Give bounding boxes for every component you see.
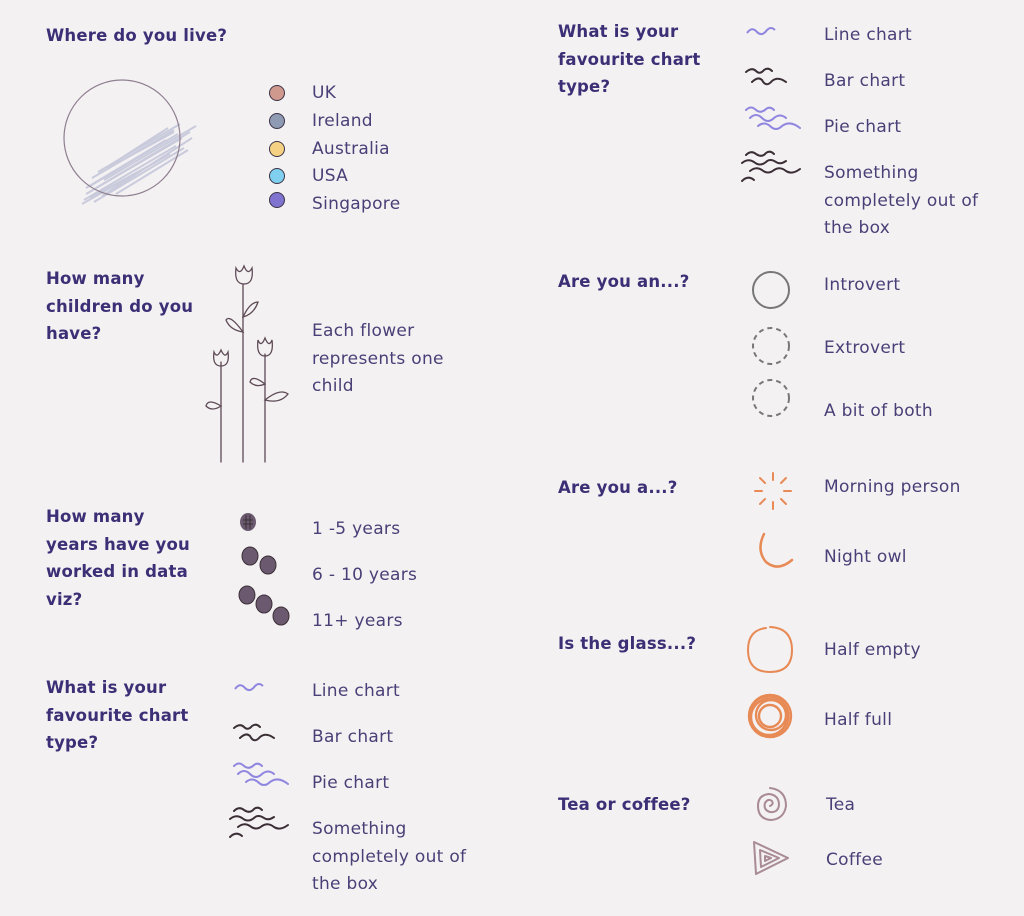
question-drink: Tea or coffee? xyxy=(558,795,691,814)
globe-sketch-icon xyxy=(56,76,206,216)
double-zigzag-icon xyxy=(232,722,276,748)
question-where-live: Where do you live? xyxy=(46,26,228,45)
double-zigzag-icon xyxy=(744,66,788,92)
question-years: How many years have you worked in data viz? xyxy=(46,507,190,609)
chart-right-label-line: Line chart xyxy=(824,25,913,45)
time-label-morning: Morning person xyxy=(824,477,961,497)
legend-dot-australia xyxy=(269,141,285,157)
personality-label-introvert: Introvert xyxy=(824,275,901,295)
dashed-circle-icon xyxy=(750,326,792,366)
legend-dot-uk xyxy=(269,85,285,101)
two-seeds-icon xyxy=(240,545,280,577)
legend-label-uk: UK xyxy=(312,83,337,103)
question-time: Are you a...? xyxy=(558,478,678,497)
glass-label-full: Half full xyxy=(824,710,893,730)
time-label-night: Night owl xyxy=(824,547,907,567)
triple-wave-icon xyxy=(744,104,804,136)
three-seeds-icon xyxy=(237,584,291,630)
single-wave-icon xyxy=(745,24,777,38)
single-wave-icon xyxy=(233,680,265,694)
flower-icon xyxy=(200,262,300,466)
triple-wave-icon xyxy=(232,760,292,792)
chart-left-label-bar: Bar chart xyxy=(312,727,394,747)
chart-left-label-other: Something completely out of the box xyxy=(312,819,467,894)
chart-right-label-bar: Bar chart xyxy=(824,71,906,91)
question-personality: Are you an...? xyxy=(558,272,690,291)
personality-label-both: A bit of both xyxy=(824,401,933,421)
question-chart-right: What is your favourite chart type? xyxy=(558,22,701,96)
multi-zigzag-icon xyxy=(740,149,804,187)
multi-zigzag-icon xyxy=(228,805,292,843)
spiral-icon xyxy=(750,786,790,826)
triangle-spiral-icon xyxy=(748,838,792,878)
sun-icon xyxy=(752,470,794,512)
scribbled-circle-icon xyxy=(744,690,796,742)
personality-label-extrovert: Extrovert xyxy=(824,338,906,358)
years-label-1: 1 -5 years xyxy=(312,519,401,539)
legend-dot-usa xyxy=(269,168,285,184)
question-glass: Is the glass...? xyxy=(558,634,697,653)
dashed-circle-icon xyxy=(750,378,792,418)
legend-dot-ireland xyxy=(269,113,285,129)
chart-right-label-other: Something completely out of the box xyxy=(824,163,979,238)
question-children: How many children do you have? xyxy=(46,269,194,343)
chart-left-label-pie: Pie chart xyxy=(312,773,390,793)
legend-label-ireland: Ireland xyxy=(312,111,373,131)
legend-dot-singapore xyxy=(269,192,285,208)
moon-icon xyxy=(752,530,794,574)
chart-left-label-line: Line chart xyxy=(312,681,401,701)
flower-legend-text: Each flower represents one child xyxy=(312,321,444,396)
drink-label-coffee: Coffee xyxy=(826,850,883,870)
one-seed-icon xyxy=(238,510,258,532)
open-circle-icon xyxy=(744,624,796,676)
legend-label-australia: Australia xyxy=(312,139,390,159)
legend-label-usa: USA xyxy=(312,166,349,186)
glass-label-empty: Half empty xyxy=(824,640,921,660)
years-label-3: 11+ years xyxy=(312,611,403,631)
legend-label-singapore: Singapore xyxy=(312,194,401,214)
solid-circle-icon xyxy=(750,270,792,310)
drink-label-tea: Tea xyxy=(826,795,856,815)
years-label-2: 6 - 10 years xyxy=(312,565,418,585)
chart-right-label-pie: Pie chart xyxy=(824,117,902,137)
question-chart-left: What is your favourite chart type? xyxy=(46,678,189,752)
